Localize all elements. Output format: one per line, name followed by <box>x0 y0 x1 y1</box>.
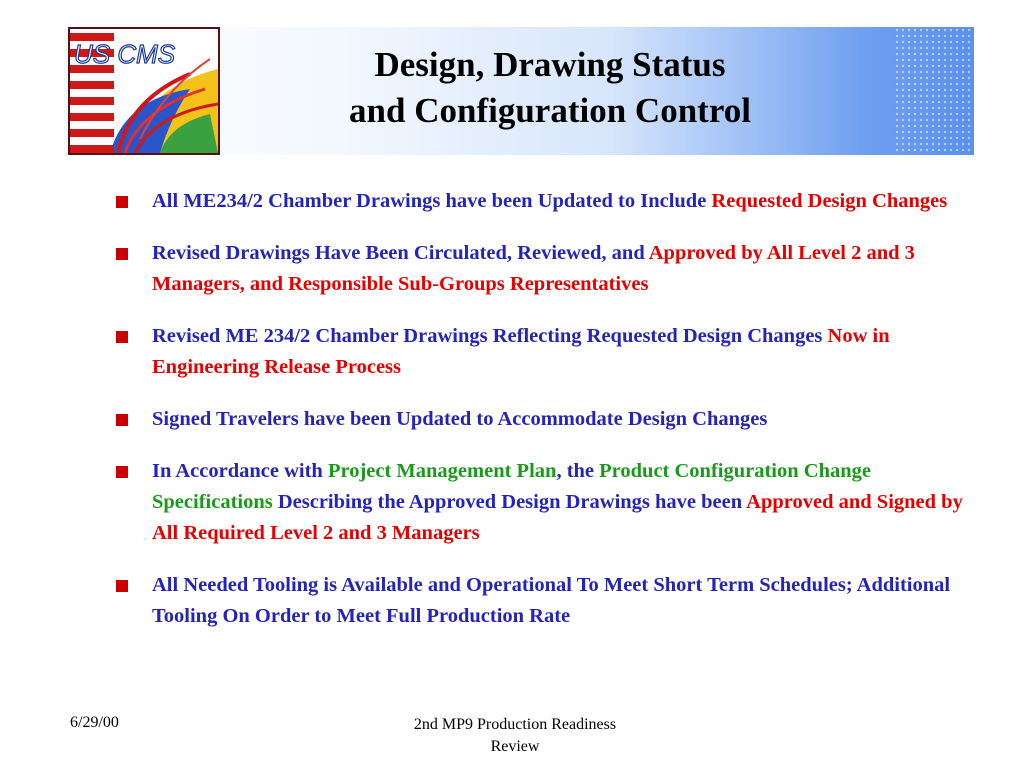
bullet-square-icon <box>116 414 128 426</box>
bullet-text-segment: Requested Design Changes <box>711 190 948 212</box>
bullet-square-icon <box>116 580 128 592</box>
us-cms-logo-graphic <box>70 29 218 153</box>
page-title <box>230 42 870 134</box>
bullet-item <box>112 238 972 300</box>
bullet-item <box>112 186 972 217</box>
bullet-item <box>112 321 972 383</box>
bullet-list <box>112 186 992 653</box>
bullet-text-segment: All ME234/2 Chamber Drawings have been Updated to Include <box>152 190 712 212</box>
bullet-square-icon <box>116 466 128 478</box>
footer-title-line-1: 2nd MP9 Production Readiness <box>413 716 617 733</box>
bullet-item <box>112 456 972 549</box>
bullet-text-segment: Signed Travelers have been Updated to Accommodate Design Changes <box>152 408 768 430</box>
footer-date: 6/29/00 <box>70 714 119 731</box>
us-cms-logo <box>68 27 220 155</box>
bullet-text-segment: Product Configuration Change Specifications <box>152 460 871 513</box>
bullet-text-segment: In Accordance with <box>152 460 328 482</box>
bullet-text-segment: Approved and Signed by All Required Level 2 and 3 Managers <box>152 491 963 544</box>
bullet-text-segment: Approved by All Level 2 and 3 Managers, and Responsible Sub-Groups Representatives <box>152 242 915 295</box>
bullet-text-segment: Revised ME 234/2 Chamber Drawings Reflecting Requested Design Changes <box>152 325 828 347</box>
bullet-text-segment: Project Management Plan <box>327 460 557 482</box>
title-line-2: and Configuration Control <box>349 91 751 130</box>
bullet-text-segment: Now in Engineering Release Process <box>152 325 890 378</box>
bullet-text-segment: Describing the Approved Design Drawings have been <box>272 491 747 513</box>
bullet-text-segment: , the <box>556 460 600 482</box>
bullet-item <box>112 570 972 632</box>
footer-presentation-title <box>365 714 665 758</box>
banner-dot-pattern <box>894 27 974 155</box>
bullet-square-icon <box>116 248 128 260</box>
title-line-1: Design, Drawing Status <box>374 45 726 84</box>
bullet-text-segment: All Needed Tooling is Available and Operational To Meet Short Term Schedules; Additional Tooling On Order to Meet Full Production Rate <box>152 574 951 627</box>
bullet-text-segment: Revised Drawings Have Been Circulated, Reviewed, and <box>152 242 649 264</box>
bullet-square-icon <box>116 196 128 208</box>
bullet-item <box>112 404 972 435</box>
bullet-square-icon <box>116 331 128 343</box>
footer-title-line-2: Review <box>490 738 540 755</box>
logo-text: US CMS <box>74 39 176 69</box>
